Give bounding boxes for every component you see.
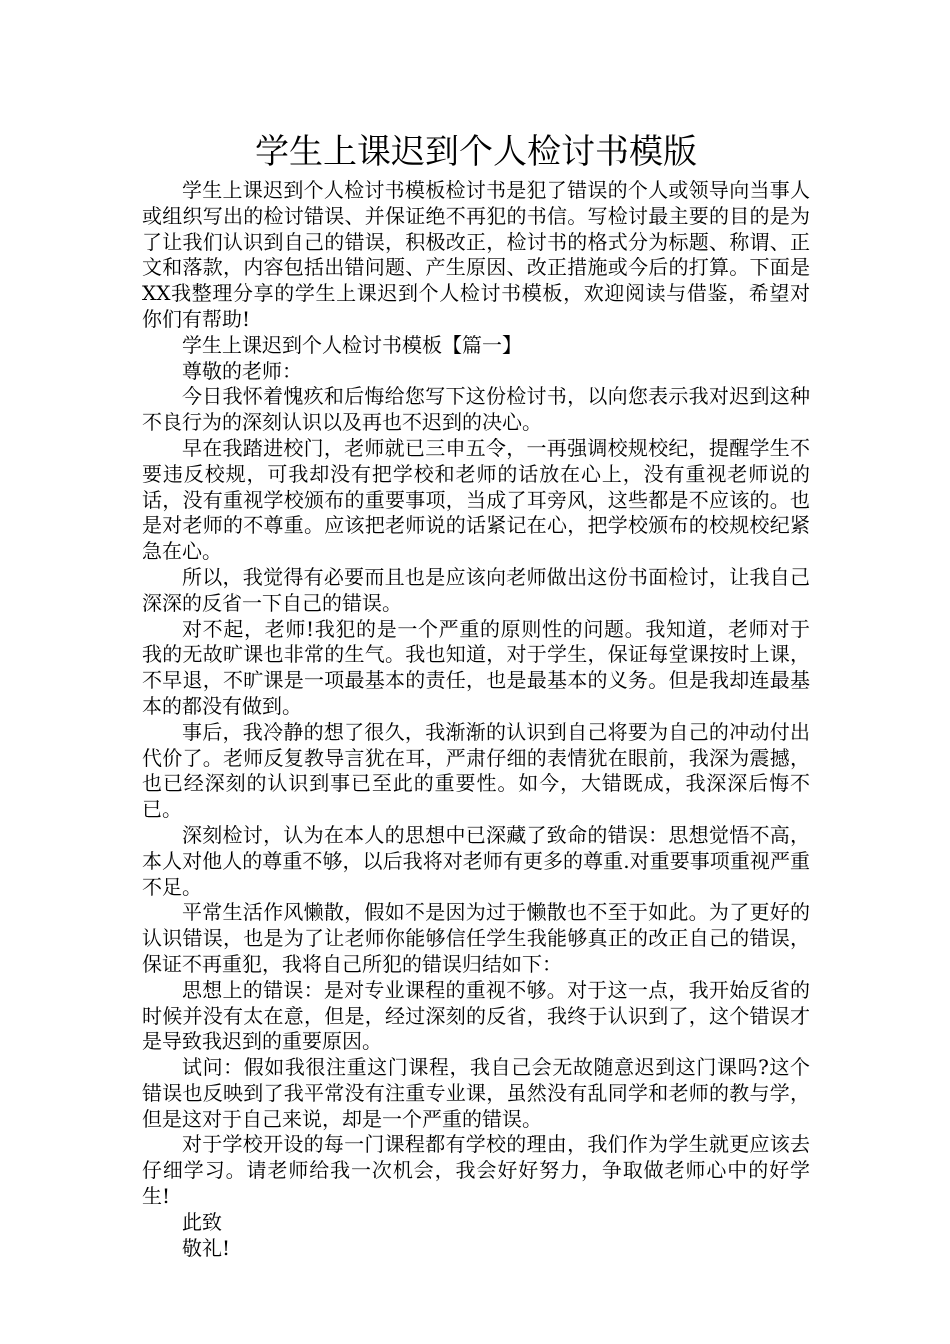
body-paragraph: 所以，我觉得有必要而且也是应该向老师做出这份书面检讨，让我自己深深的反省一下自己的错误。 [142,564,810,615]
body-paragraph: 今日我怀着愧疚和后悔给您写下这份检讨书，以向您表示我对迟到这种不良行为的深刻认识以及再也不迟到的决心。 [142,384,810,435]
body-paragraph: 深刻检讨，认为在本人的思想中已深藏了致命的错误：思想觉悟不高，本人对他人的尊重不够，以后我将对老师有更多的尊重.对重要事项重视严重不足。 [142,822,810,899]
closing-salute: 敬礼! [182,1235,231,1260]
body-paragraph: 试问：假如我很注重这门课程，我自己会无故随意迟到这门课吗?这个错误也反映到了我平常没有注重专业课，虽然没有乱同学和老师的教与学，但是这对于自己来说，却是一个严重的错误。 [142,1055,810,1131]
section-heading: 学生上课迟到个人检讨书模板【篇一】 [182,332,522,357]
closing-line: 此致 [182,1209,222,1234]
salutation: 尊敬的老师： [182,358,302,383]
body-paragraph: 早在我踏进校门，老师就已三申五令，一再强调校规校纪，提醒学生不要违反校规，可我却没有把学校和老师的话放在心上，没有重视老师说的话，没有重视学校颁布的重要事项，当成了耳旁风，这些都是不应该的。也是对老师的不尊重。应该把老师说的话紧记在心，把学校颁布的校规校纪紧急在心。 [142,435,810,564]
document-page [142,128,810,1261]
document-title: 学生上课迟到个人检讨书模版 [255,132,697,172]
body-paragraph: 对于学校开设的每一门课程都有学校的理由，我们作为学生就更应该去仔细学习。请老师给我一次机会，我会好好努力，争取做老师心中的好学生! [142,1132,810,1209]
intro-paragraph: 学生上课迟到个人检讨书模板检讨书是犯了错误的个人或领导向当事人或组织写出的检讨错误、并保证绝不再犯的书信。写检讨最主要的目的是为了让我们认识到自己的错误，积极改正，检讨书的格式分为标题、称谓、正文和落款，内容包括出错问题、产生原因、改正措施或今后的打算。下面是XX我整理分享的学生上课迟到个人检讨书模板，欢迎阅读与借鉴，希望对你们有帮助! [142,178,810,331]
body-paragraph: 对不起，老师!我犯的是一个严重的原则性的问题。我知道，老师对于我的无故旷课也非常的生气。我也知道，对于学生，保证每堂课按时上课，不早退，不旷课是一项最基本的责任，也是最基本的义务。但是我却连最基本的都没有做到。 [142,616,810,718]
body-paragraph: 思想上的错误：是对专业课程的重视不够。对于这一点，我开始反省的时候并没有太在意，但是，经过深刻的反省，我终于认识到了，这个错误才是导致我迟到的重要原因。 [142,977,810,1054]
body-paragraph: 事后，我冷静的想了很久，我渐渐的认识到自己将要为自己的冲动付出代价了。老师反复教导言犹在耳，严肃仔细的表情犹在眼前，我深为震撼，也已经深刻的认识到事已至此的重要性。如今，大错既成，我深深后悔不已。 [142,719,810,822]
body-paragraph: 平常生活作风懒散，假如不是因为过于懒散也不至于如此。为了更好的认识错误，也是为了让老师你能够信任学生我能够真正的改正自己的错误，保证不再重犯，我将自己所犯的错误归结如下： [142,900,810,976]
